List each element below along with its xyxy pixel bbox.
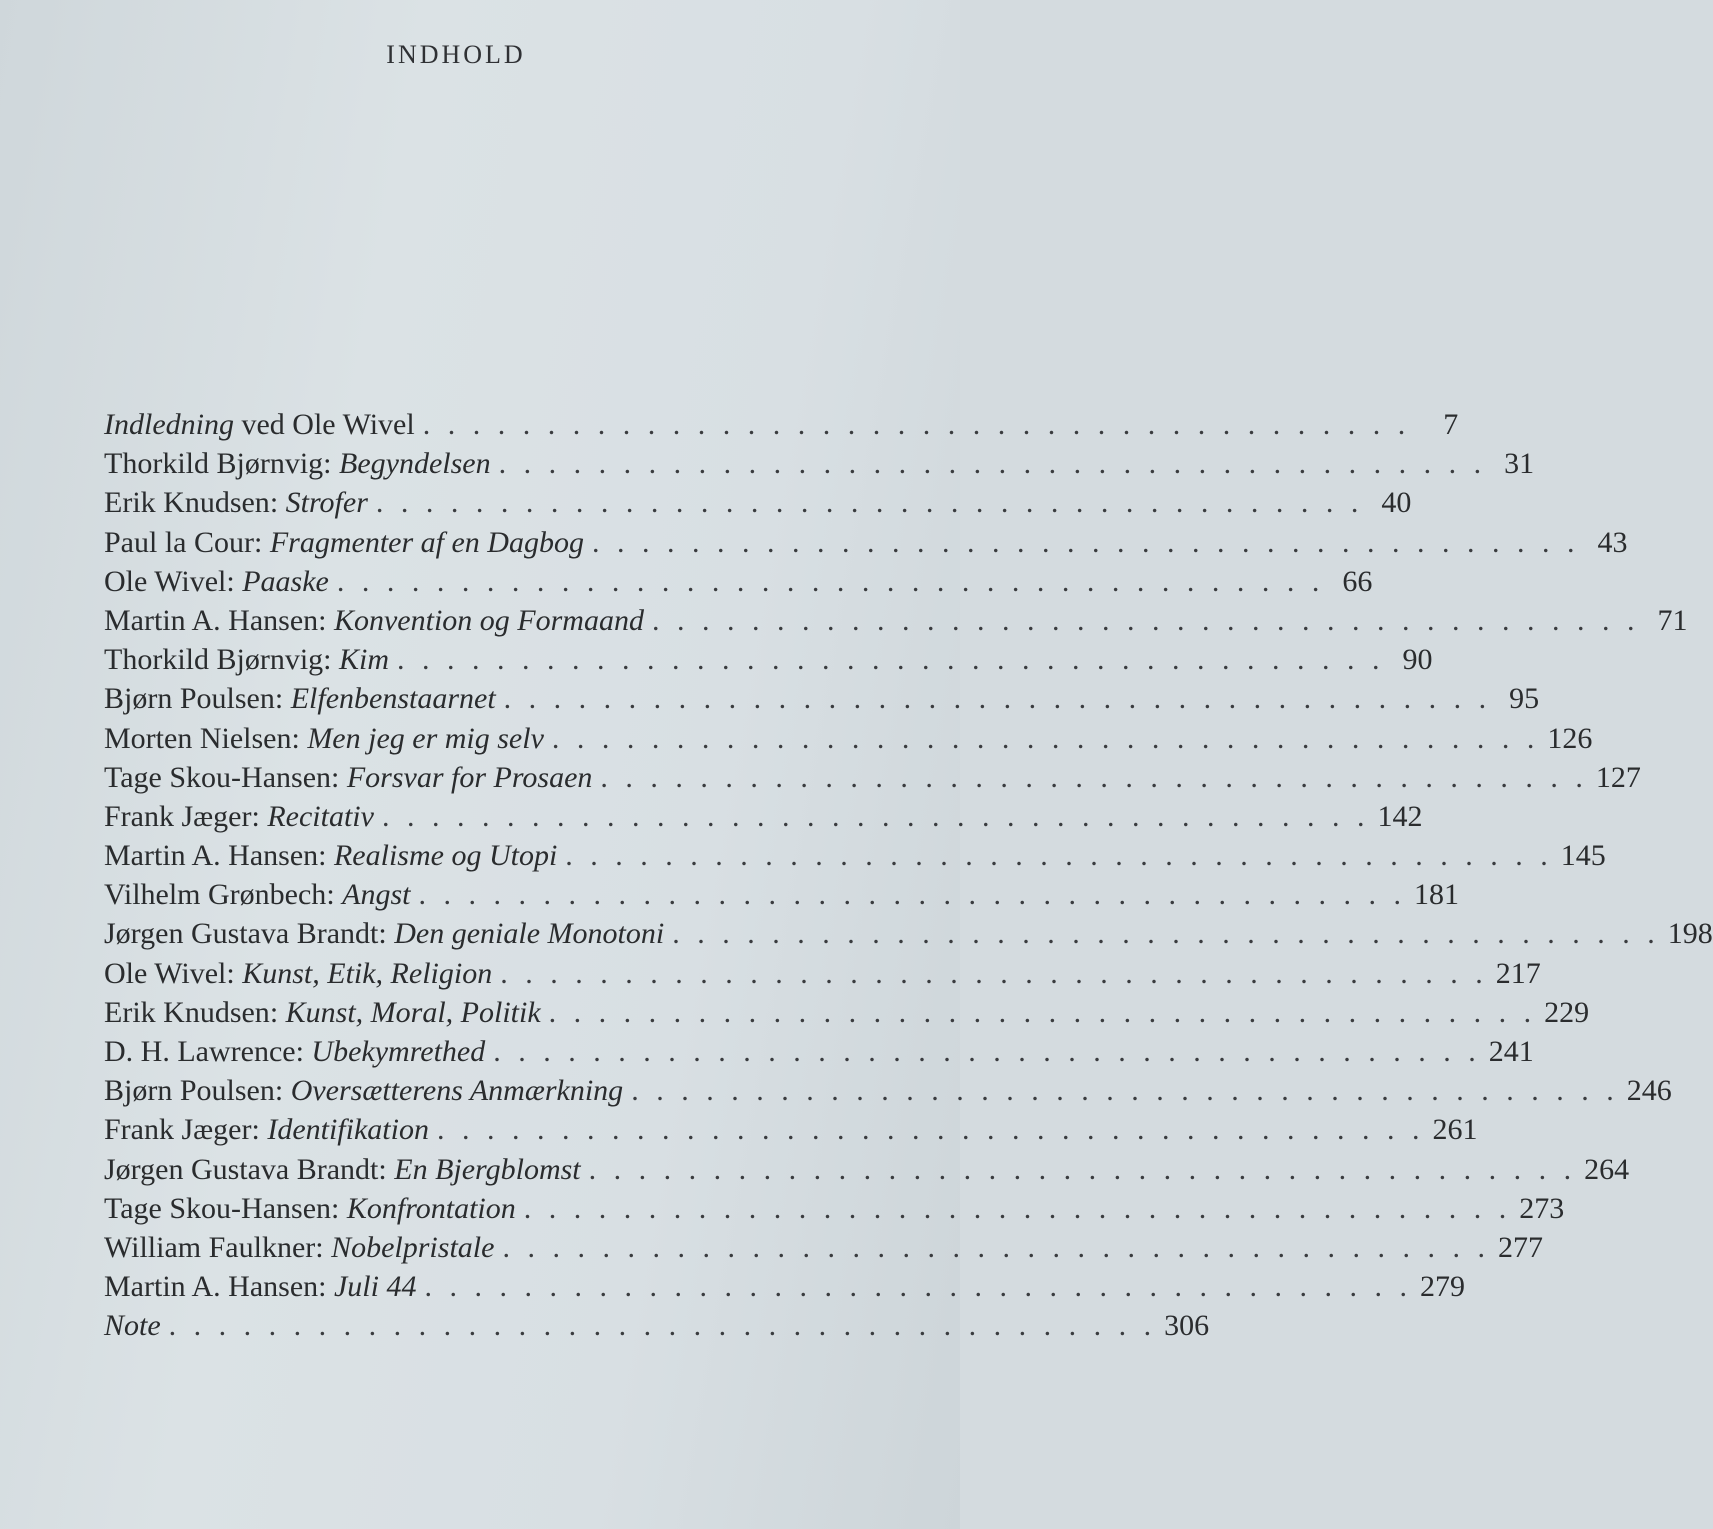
entry-title: Nobelpristale — [331, 1230, 495, 1264]
toc-entry — [104, 719, 1593, 758]
toc-entry — [104, 523, 1628, 562]
dot-leader: . . . . . . . . . . . . . . . . . . . . . . . . . . . . . . . . . . . . . . . . — [336, 564, 1325, 598]
dot-leader: . . . . . . . . . . . . . . . . . . . . . . . . . . . . . . . . . . . . . . . . — [493, 1035, 1481, 1068]
entry-separator: : — [378, 917, 395, 951]
entry-author: Bjørn Poulsen — [104, 1074, 275, 1108]
entry-title: Konfrontation — [346, 1191, 516, 1225]
entry-separator: : — [291, 721, 308, 755]
entry-title: Identifikation — [267, 1113, 429, 1147]
dot-leader: . . . . . . . . . . . . . . . . . . . . . . . . . . . . . . . . . . . . . . . . — [651, 603, 1640, 637]
dot-leader: . . . . . . . . . . . . . . . . . . . . . . . . . . . . . . . . . . . . . . . . — [565, 839, 1553, 873]
entry-author: Ole Wivel — [104, 564, 227, 598]
entry-page-number: 142 — [1377, 799, 1423, 833]
entry-title: Begyndelsen — [339, 447, 491, 481]
entry-author: Ole Wivel — [104, 956, 227, 990]
entry-page-number: 126 — [1547, 721, 1593, 755]
table-of-contents — [104, 405, 1713, 1346]
dot-leader: . . . . . . . . . . . . . . . . . . . . . . . . . . . . . . . . . . . . . . . . — [523, 1191, 1512, 1225]
entry-separator: : — [318, 603, 334, 637]
entry-separator: : — [226, 956, 243, 990]
entry-title: En Bjergblomst — [394, 1152, 581, 1186]
entry-page-number: 229 — [1544, 995, 1590, 1029]
entry-title: Realisme og Utopi — [333, 839, 558, 873]
toc-entry — [104, 483, 1412, 522]
entry-author: Tage Skou-Hansen — [104, 1191, 332, 1225]
entry-page-number: 181 — [1414, 878, 1459, 912]
entry-page-number: 273 — [1519, 1191, 1565, 1225]
entry-title: Kunst, Moral, Politik — [285, 995, 541, 1029]
toc-entry — [104, 1267, 1465, 1306]
entry-separator: : — [323, 447, 339, 481]
entry-title: Konvention og Formaand — [333, 603, 644, 637]
entry-author: Erik Knudsen — [104, 995, 270, 1029]
toc-entry — [104, 679, 1540, 718]
entry-page-number: 241 — [1488, 1035, 1534, 1068]
page-heading: INDHOLD — [386, 40, 526, 69]
entry-separator: : — [318, 839, 334, 873]
entry-title: Forsvar for Prosaen — [346, 760, 593, 794]
toc-entry — [104, 1032, 1534, 1071]
dot-leader: . . . . . . . . . . . . . . . . . . . . . . . . . . . . . . . . . . . . . . . . — [588, 1152, 1577, 1186]
entry-title: Ubekymrethed — [311, 1035, 486, 1068]
entry-title: Indledning — [104, 408, 234, 441]
entry-page-number: 246 — [1626, 1074, 1672, 1108]
entry-author: Martin A. Hansen — [104, 1270, 319, 1304]
entry-author: Martin A. Hansen — [104, 603, 319, 637]
entry-page-number: 95 — [1509, 682, 1540, 716]
entry-separator: : — [269, 486, 286, 520]
dot-leader: . . . . . . . . . . . . . . . . . . . . . . . . . . . . . . . . . . . . . . . . — [436, 1113, 1425, 1147]
toc-entry — [104, 601, 1688, 640]
dot-leader: . . . . . . . . . . . . . . . . . . . . . . . . . . . . . . . . . . . . . . . . — [672, 917, 1660, 951]
toc-entry — [104, 1228, 1543, 1267]
entry-author: Frank Jæger — [104, 799, 252, 833]
entry-separator: : — [226, 564, 243, 598]
toc-entry — [104, 914, 1713, 953]
entry-title: Note — [104, 1309, 161, 1343]
toc-entry — [104, 758, 1641, 797]
entry-separator: : — [378, 1152, 395, 1186]
entry-separator: : — [274, 682, 291, 716]
dot-leader: . . . . . . . . . . . . . . . . . . . . . . . . . . . . . . . . . . . . . . . . — [551, 721, 1540, 755]
entry-page-number: 71 — [1657, 603, 1688, 637]
entry-author: Thorkild Bjørnvig — [104, 447, 324, 481]
dot-leader: . . . . . . . . . . . . . . . . . . . . . . . . . . . . . . . . . . . . . . . . — [600, 760, 1588, 794]
entry-author: Paul la Cour — [104, 525, 254, 559]
toc-entry — [104, 1071, 1672, 1110]
entry-page-number: 145 — [1560, 839, 1606, 873]
dot-leader: . . . . . . . . . . . . . . . . . . . . . . . . . . . . . . . . . . . . . . . . — [631, 1074, 1619, 1108]
entry-page-number: 43 — [1597, 525, 1628, 559]
dot-leader: . . . . . . . . . . . . . . . . . . . . . . . . . . . . . . . . . . . . . . . . — [424, 1270, 1412, 1304]
entry-title: Oversætterens Anmærkning — [290, 1074, 624, 1108]
entry-page-number: 66 — [1342, 564, 1373, 598]
dot-leader: . . . . . . . . . . . . . . . . . . . . . . . . . . . . . . . . . . . . . . . . — [375, 486, 1364, 520]
entry-title: Fragmenter af en Dagbog — [269, 525, 584, 559]
entry-title: Kim — [339, 643, 390, 677]
entry-title: Paaske — [242, 564, 329, 598]
dot-leader: . . . . . . . . . . . . . . . . . . . . . . . . . . . . . . . . . . . . . . . . — [500, 956, 1488, 990]
entry-page-number: 279 — [1419, 1270, 1465, 1304]
entry-separator: : — [254, 525, 270, 559]
entry-author: Thorkild Bjørnvig — [104, 643, 324, 677]
entry-page-number: 264 — [1584, 1152, 1630, 1186]
toc-entry — [104, 954, 1541, 993]
dot-leader: . . . . . . . . . . . . . . . . . . . . . . . . . . . . . . . . . . . . . . . . — [502, 1230, 1490, 1264]
entry-page-number: 7 — [1443, 408, 1459, 441]
entry-page-number: 127 — [1595, 760, 1641, 794]
dot-leader: . . . . . . . . . . . . . . . . . . . . . . . . . . . . . . . . . . . . . . . . — [168, 1309, 1157, 1343]
entry-title: Angst — [342, 878, 411, 912]
entry-title: Elfenbenstaarnet — [290, 682, 496, 716]
entry-page-number: 277 — [1497, 1230, 1543, 1264]
entry-separator: : — [315, 1230, 332, 1264]
entry-separator: : — [323, 643, 339, 677]
entry-title: Den geniale Monotoni — [394, 917, 665, 951]
dot-leader: . . . . . . . . . . . . . . . . . . . . . . . . . . . . . . . . . . . . . . . . — [498, 447, 1487, 481]
entry-title: Strofer — [285, 486, 368, 520]
entry-page-number: 198 — [1667, 917, 1713, 951]
toc-entry — [104, 1189, 1565, 1228]
entry-page-number: 217 — [1495, 956, 1541, 990]
entry-title: Kunst, Etik, Religion — [242, 956, 493, 990]
entry-author: D. H. Lawrence — [104, 1035, 296, 1068]
dot-leader: . . . . . . . . . . . . . . . . . . . . . . . . . . . . . . . . . . . . . . . . — [418, 878, 1406, 912]
dot-leader: . . . . . . . . . . . . . . . . . . . . . . . . . . . . . . . . . . . . . . . . — [422, 408, 1411, 441]
entry-separator: : — [331, 760, 347, 794]
entry-author: Tage Skou-Hansen — [104, 760, 332, 794]
entry-separator: : — [326, 878, 343, 912]
entry-author: Erik Knudsen — [104, 486, 270, 520]
toc-entry — [104, 875, 1459, 914]
toc-entry — [104, 1150, 1630, 1189]
entry-separator: : — [331, 1191, 347, 1225]
entry-separator: : — [318, 1270, 334, 1304]
dot-leader: . . . . . . . . . . . . . . . . . . . . . . . . . . . . . . . . . . . . . . . . — [591, 525, 1580, 559]
toc-entry — [104, 993, 1590, 1032]
toc-entry — [104, 1306, 1210, 1345]
entry-author: Jørgen Gustava Brandt — [104, 1152, 379, 1186]
entry-author: Morten Nielsen — [104, 721, 292, 755]
toc-entry — [104, 405, 1459, 444]
dot-leader: . . . . . . . . . . . . . . . . . . . . . . . . . . . . . . . . . . . . . . . . — [397, 643, 1385, 677]
entry-separator: : — [269, 995, 286, 1029]
dot-leader: . . . . . . . . . . . . . . . . . . . . . . . . . . . . . . . . . . . . . . . . — [503, 682, 1492, 716]
toc-entry — [104, 640, 1433, 679]
toc-entry — [104, 1110, 1478, 1149]
entry-suffix: ved Ole Wivel — [233, 408, 415, 441]
toc-entry — [104, 836, 1606, 875]
entry-title: Recitativ — [267, 799, 374, 833]
entry-separator: : — [251, 1113, 268, 1147]
entry-separator: : — [295, 1035, 312, 1068]
toc-entry — [104, 562, 1373, 601]
entry-author: Frank Jæger — [104, 1113, 252, 1147]
entry-author: Bjørn Poulsen — [104, 682, 275, 716]
entry-page-number: 31 — [1504, 447, 1535, 481]
entry-author: Jørgen Gustava Brandt — [104, 917, 379, 951]
entry-separator: : — [274, 1074, 291, 1108]
dot-leader: . . . . . . . . . . . . . . . . . . . . . . . . . . . . . . . . . . . . . . . . — [381, 799, 1370, 833]
dot-leader: . . . . . . . . . . . . . . . . . . . . . . . . . . . . . . . . . . . . . . . . — [548, 995, 1537, 1029]
entry-title: Juli 44 — [333, 1270, 417, 1304]
entry-author: Martin A. Hansen — [104, 839, 319, 873]
entry-author: William Faulkner — [104, 1230, 316, 1264]
toc-entry — [104, 444, 1535, 483]
entry-page-number: 261 — [1432, 1113, 1478, 1147]
toc-entry — [104, 797, 1423, 836]
entry-title: Men jeg er mig selv — [307, 721, 544, 755]
entry-page-number: 90 — [1402, 643, 1433, 677]
entry-author: Vilhelm Grønbech — [104, 878, 327, 912]
entry-page-number: 306 — [1164, 1309, 1210, 1343]
entry-separator: : — [251, 799, 268, 833]
entry-page-number: 40 — [1381, 486, 1412, 520]
